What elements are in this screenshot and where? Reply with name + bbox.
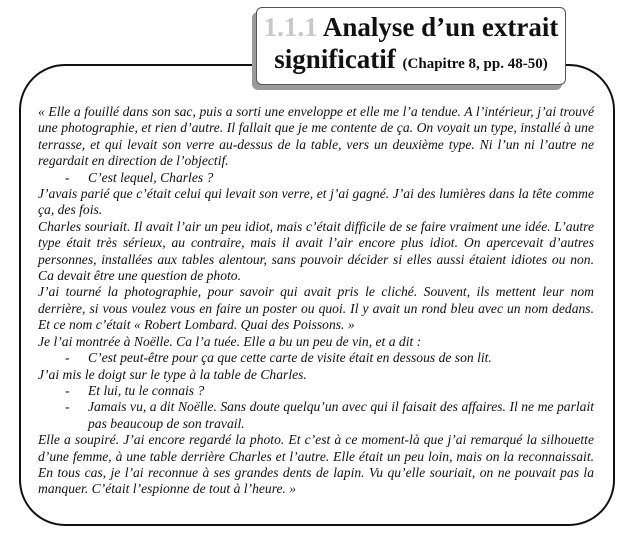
dialogue-line <box>38 399 594 432</box>
excerpt-paragraph: Charles souriait. Il avait l’air un peu idiot, mais c’était difficile de se faire vraiment une idée. L’autre type était très sérieux, au contraire, mais il avait l’air encore plus idiot. On apercevait d’autres personnes, installées aux tables alentour, sans pouvoir décider si elles aussi étaient idiotes ou non. Ca devait être une question de photo. <box>38 218 594 284</box>
excerpt-paragraph: J’avais parié que c’était celui qui levait son verre, et j’ai gagné. J’ai des lumières dans la tête comme ça, des fois. <box>38 186 594 218</box>
dialogue-dash: - <box>65 382 70 398</box>
dialogue-dash: - <box>65 350 70 366</box>
chapter-reference: (Chapitre 8, pp. 48-50) <box>402 56 548 72</box>
dialogue-dash: - <box>65 399 70 415</box>
dialogue-line <box>38 170 594 186</box>
section-heading-line1: Analyse d’un extrait <box>322 12 559 42</box>
excerpt-text <box>38 104 594 498</box>
section-title-box <box>256 7 566 85</box>
section-title-line1 <box>257 12 565 42</box>
section-title-line2 <box>257 42 565 81</box>
dialogue-line <box>38 350 594 366</box>
dialogue-line <box>38 383 594 399</box>
section-number: 1.1.1 <box>263 12 318 42</box>
excerpt-paragraph: J’ai mis le doigt sur le type à la table de Charles. <box>38 366 307 382</box>
dialogue-text: C’est lequel, Charles ? <box>88 169 214 185</box>
excerpt-paragraph: Je l’ai montrée à Noëlle. Ca l’a tuée. Elle a bu un peu de vin, et a dit : <box>38 333 422 349</box>
dialogue-text: C’est peut-être pour ça que cette carte de visite était en dessous de son lit. <box>88 350 492 366</box>
section-heading-line2: significatif <box>274 44 396 74</box>
dialogue-text: Et lui, tu le connais ? <box>88 382 205 398</box>
excerpt-paragraph: « Elle a fouillé dans son sac, puis a sorti une enveloppe et elle me l’a tendue. A l’intérieur, j’ai trouvé une photographie, et rien d’autre. Il fallait que je me contente de ça. On voyait un type, installé à une terrasse, et qui levait son verre au-dessus de la table, vers un deuxième type. Ni l’un ni l’autre ne regardait en direction de l’objectif. <box>38 104 594 169</box>
dialogue-text: Jamais vu, a dit Noëlle. Sans doute quelqu’un avec qui il faisait des affaires. Il ne me parlait pas beaucoup de son travail. <box>88 399 594 431</box>
excerpt-paragraph: Elle a soupiré. J’ai encore regardé la photo. Et c’est à ce moment-là que j’ai remarqué la silhouette d’une femme, à une table derrière Charles et l’autre. Elle était un peu loin, mais on la reconnaissait. En tous cas, je l’ai reconnue à ses grandes dents de lapin. Vu qu’elle souriait, on ne pouvait pas la manquer. C’était l’espionne de tout à l’heure. » <box>38 432 594 497</box>
dialogue-dash: - <box>65 169 70 185</box>
excerpt-paragraph: J’ai tourné la photographie, pour savoir qui avait pris le cliché. Souvent, ils mettent leur nom derrière, si vous voulez vous en faire un poster ou quoi. Il y avait un rond bleu avec un nom dedans. Et ce nom c’était « Robert Lombard. Quai des Poissons. » <box>38 284 594 333</box>
